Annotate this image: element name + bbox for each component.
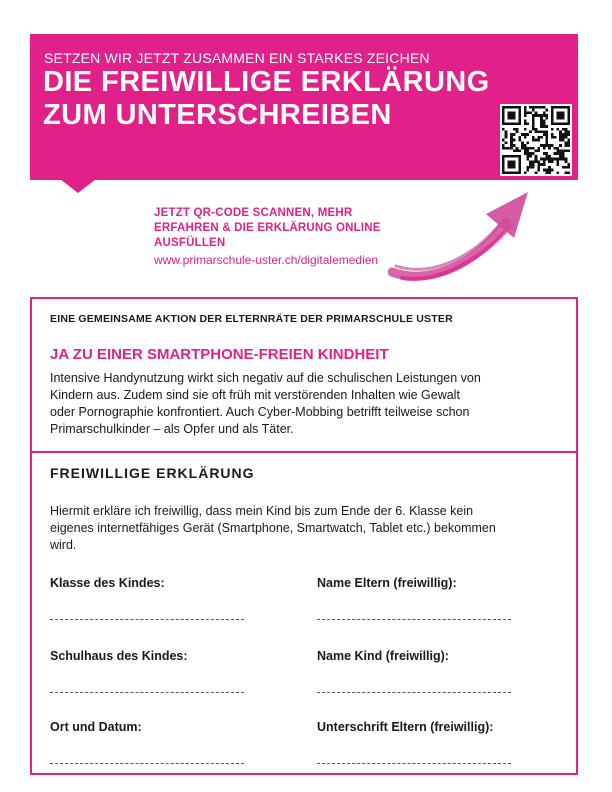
field-label: Ort und Datum:: [50, 720, 142, 734]
brush-arrow-icon: [388, 186, 538, 286]
field-line[interactable]: [317, 692, 511, 693]
field-line[interactable]: [50, 763, 244, 764]
declaration-line: wird.: [50, 538, 77, 552]
headline-line-2: ZUM UNTERSCHREIBEN: [43, 99, 392, 131]
intro-line: Kindern aus. Zudem sind sie oft früh mit verstörenden Inhalten wie Gewalt: [50, 388, 460, 402]
field-place-date[interactable]: [50, 720, 250, 734]
cta-line-3: AUSFÜLLEN: [154, 237, 226, 249]
field-signature[interactable]: [317, 720, 517, 734]
headline: [43, 66, 490, 132]
cta-url-link[interactable]: www.primarschule-uster.ch/digitalemedien: [154, 253, 379, 267]
intro-line: oder Pornographie konfrontiert. Auch Cyber-Mobbing betrifft teilweise schon: [50, 405, 470, 419]
declaration-title: FREIWILLIGE ERKLÄRUNG: [50, 465, 255, 481]
field-class[interactable]: [50, 576, 250, 590]
cta-block: [154, 206, 424, 268]
field-school[interactable]: [50, 649, 250, 663]
banner-notch: [60, 179, 96, 193]
field-line[interactable]: [317, 619, 511, 620]
intro-line: Intensive Handynutzung wirkt sich negativ auf die schulischen Leistungen von: [50, 371, 481, 385]
declaration-line: Hiermit erkläre ich freiwillig, dass mein Kind bis zum Ende der 6. Klasse kein: [50, 504, 474, 518]
field-child-name[interactable]: [317, 649, 517, 663]
section-title: JA ZU EINER SMARTPHONE-FREIEN KINDHEIT: [50, 346, 389, 363]
field-line[interactable]: [50, 619, 244, 620]
form-divider: [30, 451, 578, 453]
qr-code-icon[interactable]: [500, 104, 572, 176]
field-parent-name[interactable]: [317, 576, 517, 590]
intro-line: Primarschulkinder – als Opfer und als Täter.: [50, 422, 294, 436]
kicker-text: SETZEN WIR JETZT ZUSAMMEN EIN STARKES ZEICHEN: [44, 50, 430, 66]
cta-line-1: JETZT QR-CODE SCANNEN, MEHR: [154, 207, 353, 219]
field-line[interactable]: [317, 763, 511, 764]
declaration-line: eigenes internetfähiges Gerät (Smartphone, Smartwatch, Tablet etc.) bekommen: [50, 521, 496, 535]
field-label: Schulhaus des Kindes:: [50, 649, 188, 663]
field-label: Name Eltern (freiwillig):: [317, 576, 457, 590]
declaration-text: [50, 503, 570, 554]
field-line[interactable]: [50, 692, 244, 693]
headline-line-1: DIE FREIWILLIGE ERKLÄRUNG: [43, 66, 490, 98]
field-label: Unterschrift Eltern (freiwillig):: [317, 720, 494, 734]
cta-line-2: ERFAHREN & DIE ERKLÄRUNG ONLINE: [154, 222, 381, 234]
field-label: Name Kind (freiwillig):: [317, 649, 449, 663]
organizer-line: EINE GEMEINSAME AKTION DER ELTERNRÄTE DER PRIMARSCHULE USTER: [50, 313, 453, 325]
field-label: Klasse des Kindes:: [50, 576, 165, 590]
intro-paragraph: [50, 370, 570, 438]
